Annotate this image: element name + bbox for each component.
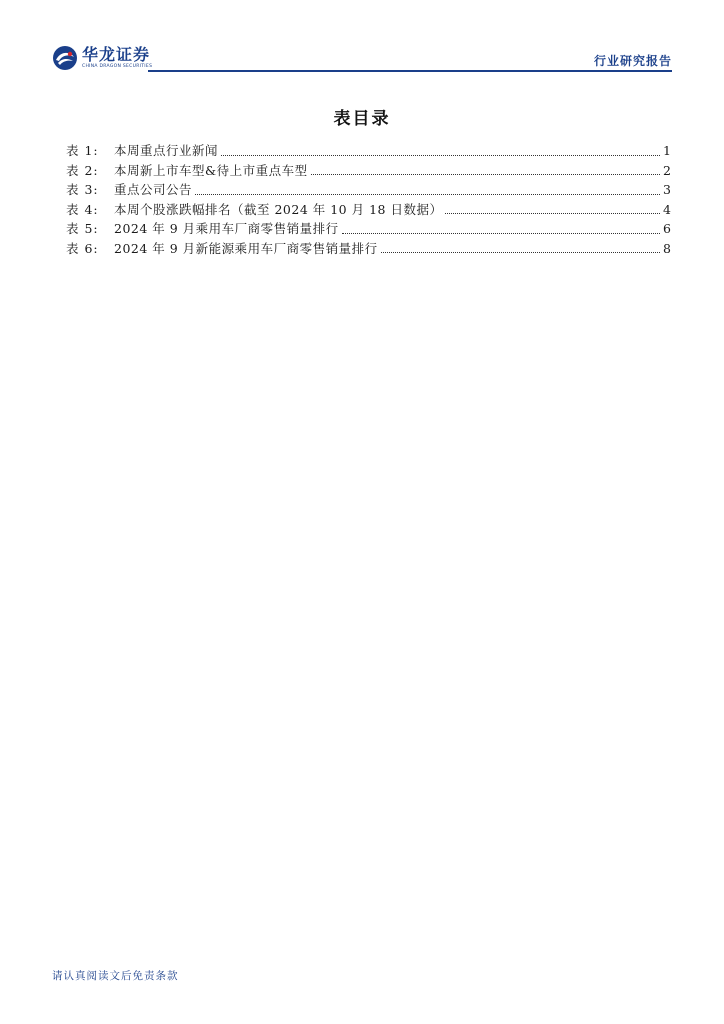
toc-leader-dots <box>311 173 660 175</box>
toc-entry-text: 2024 年 9 月新能源乘用车厂商零售销量排行 <box>114 240 378 256</box>
toc-entry-label: 表 5: <box>66 221 99 236</box>
toc-leader-dots <box>221 154 660 156</box>
toc-leader-dots <box>195 193 660 195</box>
toc-leader-dots <box>445 212 660 214</box>
toc-entry-text: 本周个股涨跌幅排名（截至 2024 年 10 月 18 日数据） <box>114 201 443 217</box>
logo-chinese-name: 华龙证券 <box>82 44 151 64</box>
toc-entry-page: 6 <box>663 221 671 236</box>
toc-entry-label: 表 2: <box>66 162 99 178</box>
toc-entry-text: 本周新上市车型&待上市重点车型 <box>114 162 308 178</box>
toc-entry[interactable] <box>66 219 671 239</box>
toc-leader-dots <box>342 232 660 234</box>
logo-english-name: CHINA DRAGON SECURITIES <box>82 63 153 69</box>
table-of-contents <box>66 141 671 258</box>
toc-entry-page: 2 <box>663 162 671 178</box>
report-type-label: 行业研究报告 <box>593 54 672 68</box>
toc-entry-page: 8 <box>663 240 671 256</box>
toc-entry-label: 表 6: <box>66 240 99 256</box>
toc-entry[interactable] <box>66 200 671 220</box>
page-header <box>52 40 672 72</box>
toc-entry-page: 3 <box>663 182 671 197</box>
header-divider <box>148 70 672 72</box>
toc-leader-dots <box>381 251 660 253</box>
company-logo <box>52 44 152 72</box>
toc-entry-label: 表 3: <box>66 182 99 197</box>
toc-entry-label: 表 4: <box>66 201 99 217</box>
toc-entry[interactable] <box>66 161 671 181</box>
page-title: 表目录 <box>333 109 391 129</box>
toc-entry-text: 2024 年 9 月乘用车厂商零售销量排行 <box>114 221 339 236</box>
toc-entry-page: 4 <box>663 201 671 217</box>
toc-entry[interactable] <box>66 180 671 200</box>
toc-entry-text: 重点公司公告 <box>114 182 193 197</box>
toc-entry[interactable] <box>66 141 671 161</box>
toc-entry-page: 1 <box>663 143 671 158</box>
dragon-logo-icon <box>52 45 78 71</box>
toc-entry[interactable] <box>66 239 671 259</box>
toc-entry-text: 本周重点行业新闻 <box>114 143 219 158</box>
toc-entry-label: 表 1: <box>66 143 99 158</box>
disclaimer-footer: 请认真阅读文后免责条款 <box>52 970 179 982</box>
